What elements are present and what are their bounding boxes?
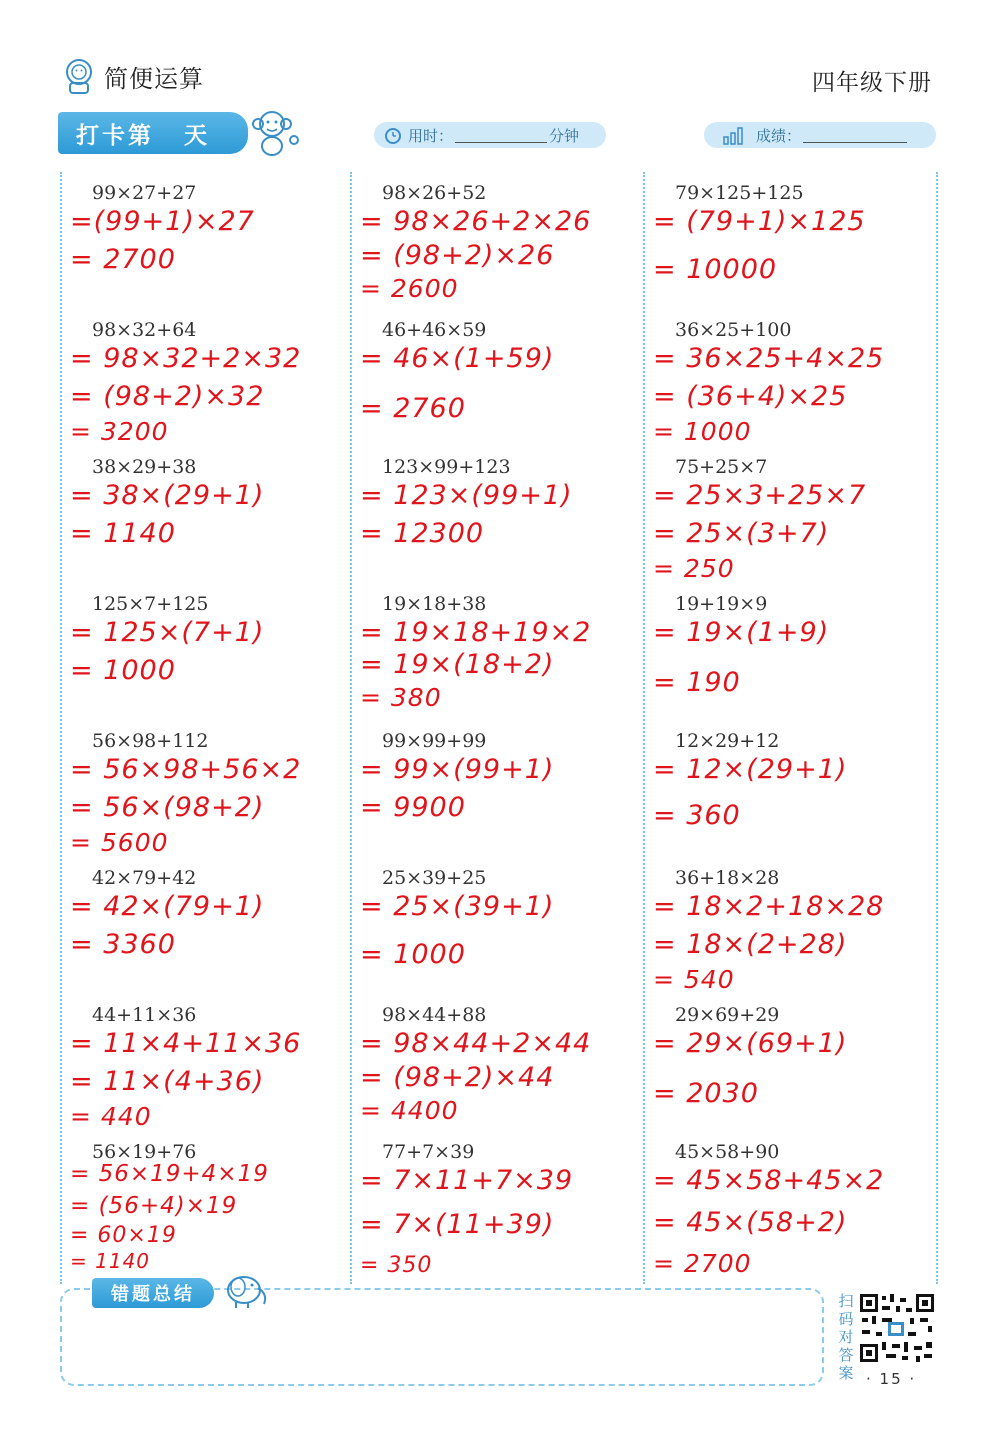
page-number: · 15 · [866, 1370, 917, 1388]
answer-step: = 25×(39+1) [360, 891, 555, 922]
problem-card [645, 176, 925, 313]
answer-step: = (98+2)×26 [360, 240, 555, 271]
answer-step: = 36×25+4×25 [653, 343, 885, 374]
problem-card [645, 587, 925, 724]
problem-card [352, 450, 632, 587]
problem-expression: 79×125+125 [675, 182, 804, 204]
answer-step: = 1000 [360, 939, 466, 970]
problem-card [62, 1135, 342, 1272]
problem-card [352, 861, 632, 998]
problem-card [645, 450, 925, 587]
problem-card [62, 861, 342, 998]
problem-card [62, 998, 342, 1135]
answer-step: = 46×(1+59) [360, 343, 555, 374]
answer-step: = 25×3+25×7 [653, 480, 867, 511]
problem-card [352, 313, 632, 450]
time-input-line[interactable] [455, 128, 547, 143]
problem-expression: 36+18×28 [675, 867, 780, 889]
answer-step: = 250 [653, 554, 735, 583]
checkin-banner [58, 112, 248, 154]
checkin-prefix: 打卡第 [76, 122, 154, 149]
answer-step: =(99+1)×27 [70, 206, 255, 237]
header-left [62, 58, 204, 94]
answer-step: = 12300 [360, 518, 485, 549]
answer-step: = (56+4)×19 [70, 1193, 238, 1219]
answer-step: = 380 [360, 683, 442, 712]
score-input-line[interactable] [803, 128, 907, 143]
answer-step: = (98+2)×32 [70, 381, 265, 412]
answer-step: = 2600 [360, 274, 459, 303]
answer-step: = 540 [653, 965, 735, 994]
problem-expression: 98×26+52 [382, 182, 487, 204]
answer-step: = 1000 [70, 655, 176, 686]
answer-step: = 440 [70, 1102, 152, 1131]
problem-expression: 19×18+38 [382, 593, 487, 615]
answer-step: = 4400 [360, 1096, 459, 1125]
answer-step: = 98×44+2×44 [360, 1028, 592, 1059]
problem-expression: 38×29+38 [92, 456, 197, 478]
lion-icon [62, 58, 96, 94]
answer-step: = 99×(99+1) [360, 754, 555, 785]
answer-step: = 7×11+7×39 [360, 1165, 574, 1196]
answer-step: = 38×(29+1) [70, 480, 265, 511]
answer-step: = 2700 [653, 1249, 752, 1278]
problem-expression: 12×29+12 [675, 730, 780, 752]
problem-card [62, 176, 342, 313]
answer-step: = 11×4+11×36 [70, 1028, 302, 1059]
problem-expression: 56×19+76 [92, 1141, 197, 1163]
problem-card [62, 724, 342, 861]
problem-card [352, 176, 632, 313]
problem-expression: 45×58+90 [675, 1141, 780, 1163]
answer-step: = 7×(11+39) [360, 1209, 555, 1240]
problem-expression: 123×99+123 [382, 456, 511, 478]
problem-expression: 77+7×39 [382, 1141, 475, 1163]
answer-step: = 2760 [360, 393, 466, 424]
problem-expression: 25×39+25 [382, 867, 487, 889]
answer-step: = (98+2)×44 [360, 1062, 555, 1093]
scan-label: 扫码对答案 [838, 1292, 854, 1382]
answer-step: = (79+1)×125 [653, 206, 866, 237]
answer-step: = 3360 [70, 929, 176, 960]
elephant-icon [214, 1270, 270, 1310]
problem-expression: 29×69+29 [675, 1004, 780, 1026]
answer-step: = 60×19 [70, 1223, 177, 1248]
problem-expression: 36×25+100 [675, 319, 792, 341]
answer-step: = 350 [360, 1253, 433, 1278]
score-box [704, 122, 936, 148]
score-label: 成绩： [756, 126, 802, 145]
problem-expression: 98×44+88 [382, 1004, 487, 1026]
monkey-icon [248, 104, 304, 160]
time-label: 用时： [408, 126, 454, 145]
mistake-summary-tab: 错题总结 [92, 1278, 214, 1308]
clock-icon [384, 126, 402, 144]
answer-step: = 12×(29+1) [653, 754, 848, 785]
problem-expression: 44+11×36 [92, 1004, 197, 1026]
grade-label: 四年级下册 [812, 70, 932, 96]
answer-step: = 18×(2+28) [653, 929, 848, 960]
answer-step: = 11×(4+36) [70, 1066, 265, 1097]
answer-step: = 5600 [70, 828, 169, 857]
problem-card [352, 724, 632, 861]
problem-card [645, 313, 925, 450]
problem-expression: 56×98+112 [92, 730, 209, 752]
answer-step: = 25×(3+7) [653, 518, 830, 549]
answer-step: = 56×98+56×2 [70, 754, 302, 785]
answer-step: = 45×(58+2) [653, 1207, 848, 1238]
answer-step: = 1140 [70, 1249, 151, 1273]
answer-step: = 1140 [70, 518, 176, 549]
answer-step: = 98×26+2×26 [360, 206, 592, 237]
answer-step: = 3200 [70, 417, 169, 446]
problem-expression: 75+25×7 [675, 456, 768, 478]
problem-card [645, 861, 925, 998]
problem-expression: 125×7+125 [92, 593, 209, 615]
problem-card [62, 313, 342, 450]
problem-card [645, 998, 925, 1135]
answer-step: = 2700 [70, 244, 176, 275]
answer-step: = 190 [653, 667, 741, 698]
problem-card [352, 998, 632, 1135]
problem-expression: 98×32+64 [92, 319, 197, 341]
section-title: 简便运算 [104, 64, 204, 93]
problem-expression: 46+46×59 [382, 319, 487, 341]
problem-expression: 99×99+99 [382, 730, 487, 752]
problem-card [645, 1135, 925, 1285]
answer-step: = 10000 [653, 254, 778, 285]
checkin-suffix: 天 [184, 122, 210, 149]
answer-step: = 42×(79+1) [70, 891, 265, 922]
answer-step: = 19×(1+9) [653, 617, 830, 648]
answer-step: = 19×(18+2) [360, 649, 555, 680]
answer-step: = 29×(69+1) [653, 1028, 848, 1059]
time-box [374, 122, 606, 148]
column-divider-right [936, 172, 938, 1284]
answer-step: = 56×(98+2) [70, 792, 265, 823]
problem-expression: 99×27+27 [92, 182, 197, 204]
problem-expression: 19+19×9 [675, 593, 768, 615]
answer-step: = 1000 [653, 417, 752, 446]
answer-step: = 125×(7+1) [70, 617, 265, 648]
answer-step: = 45×58+45×2 [653, 1165, 885, 1196]
answer-step: = 56×19+4×19 [70, 1161, 269, 1187]
problem-card [352, 587, 632, 724]
bar-chart-icon [722, 125, 744, 145]
qr-code-icon[interactable] [858, 1292, 936, 1364]
problem-card [645, 724, 925, 861]
answer-step: = 123×(99+1) [360, 480, 573, 511]
time-unit: 分钟 [549, 126, 580, 145]
answer-step: = 19×18+19×2 [360, 617, 592, 648]
answer-step: = 98×32+2×32 [70, 343, 302, 374]
problem-card [352, 1135, 632, 1285]
answer-step: = 9900 [360, 792, 466, 823]
problem-card [62, 587, 342, 724]
answer-step: = (36+4)×25 [653, 381, 848, 412]
answer-step: = 18×2+18×28 [653, 891, 885, 922]
answer-step: = 360 [653, 800, 741, 831]
answer-step: = 2030 [653, 1078, 759, 1109]
problem-expression: 42×79+42 [92, 867, 197, 889]
problem-card [62, 450, 342, 587]
